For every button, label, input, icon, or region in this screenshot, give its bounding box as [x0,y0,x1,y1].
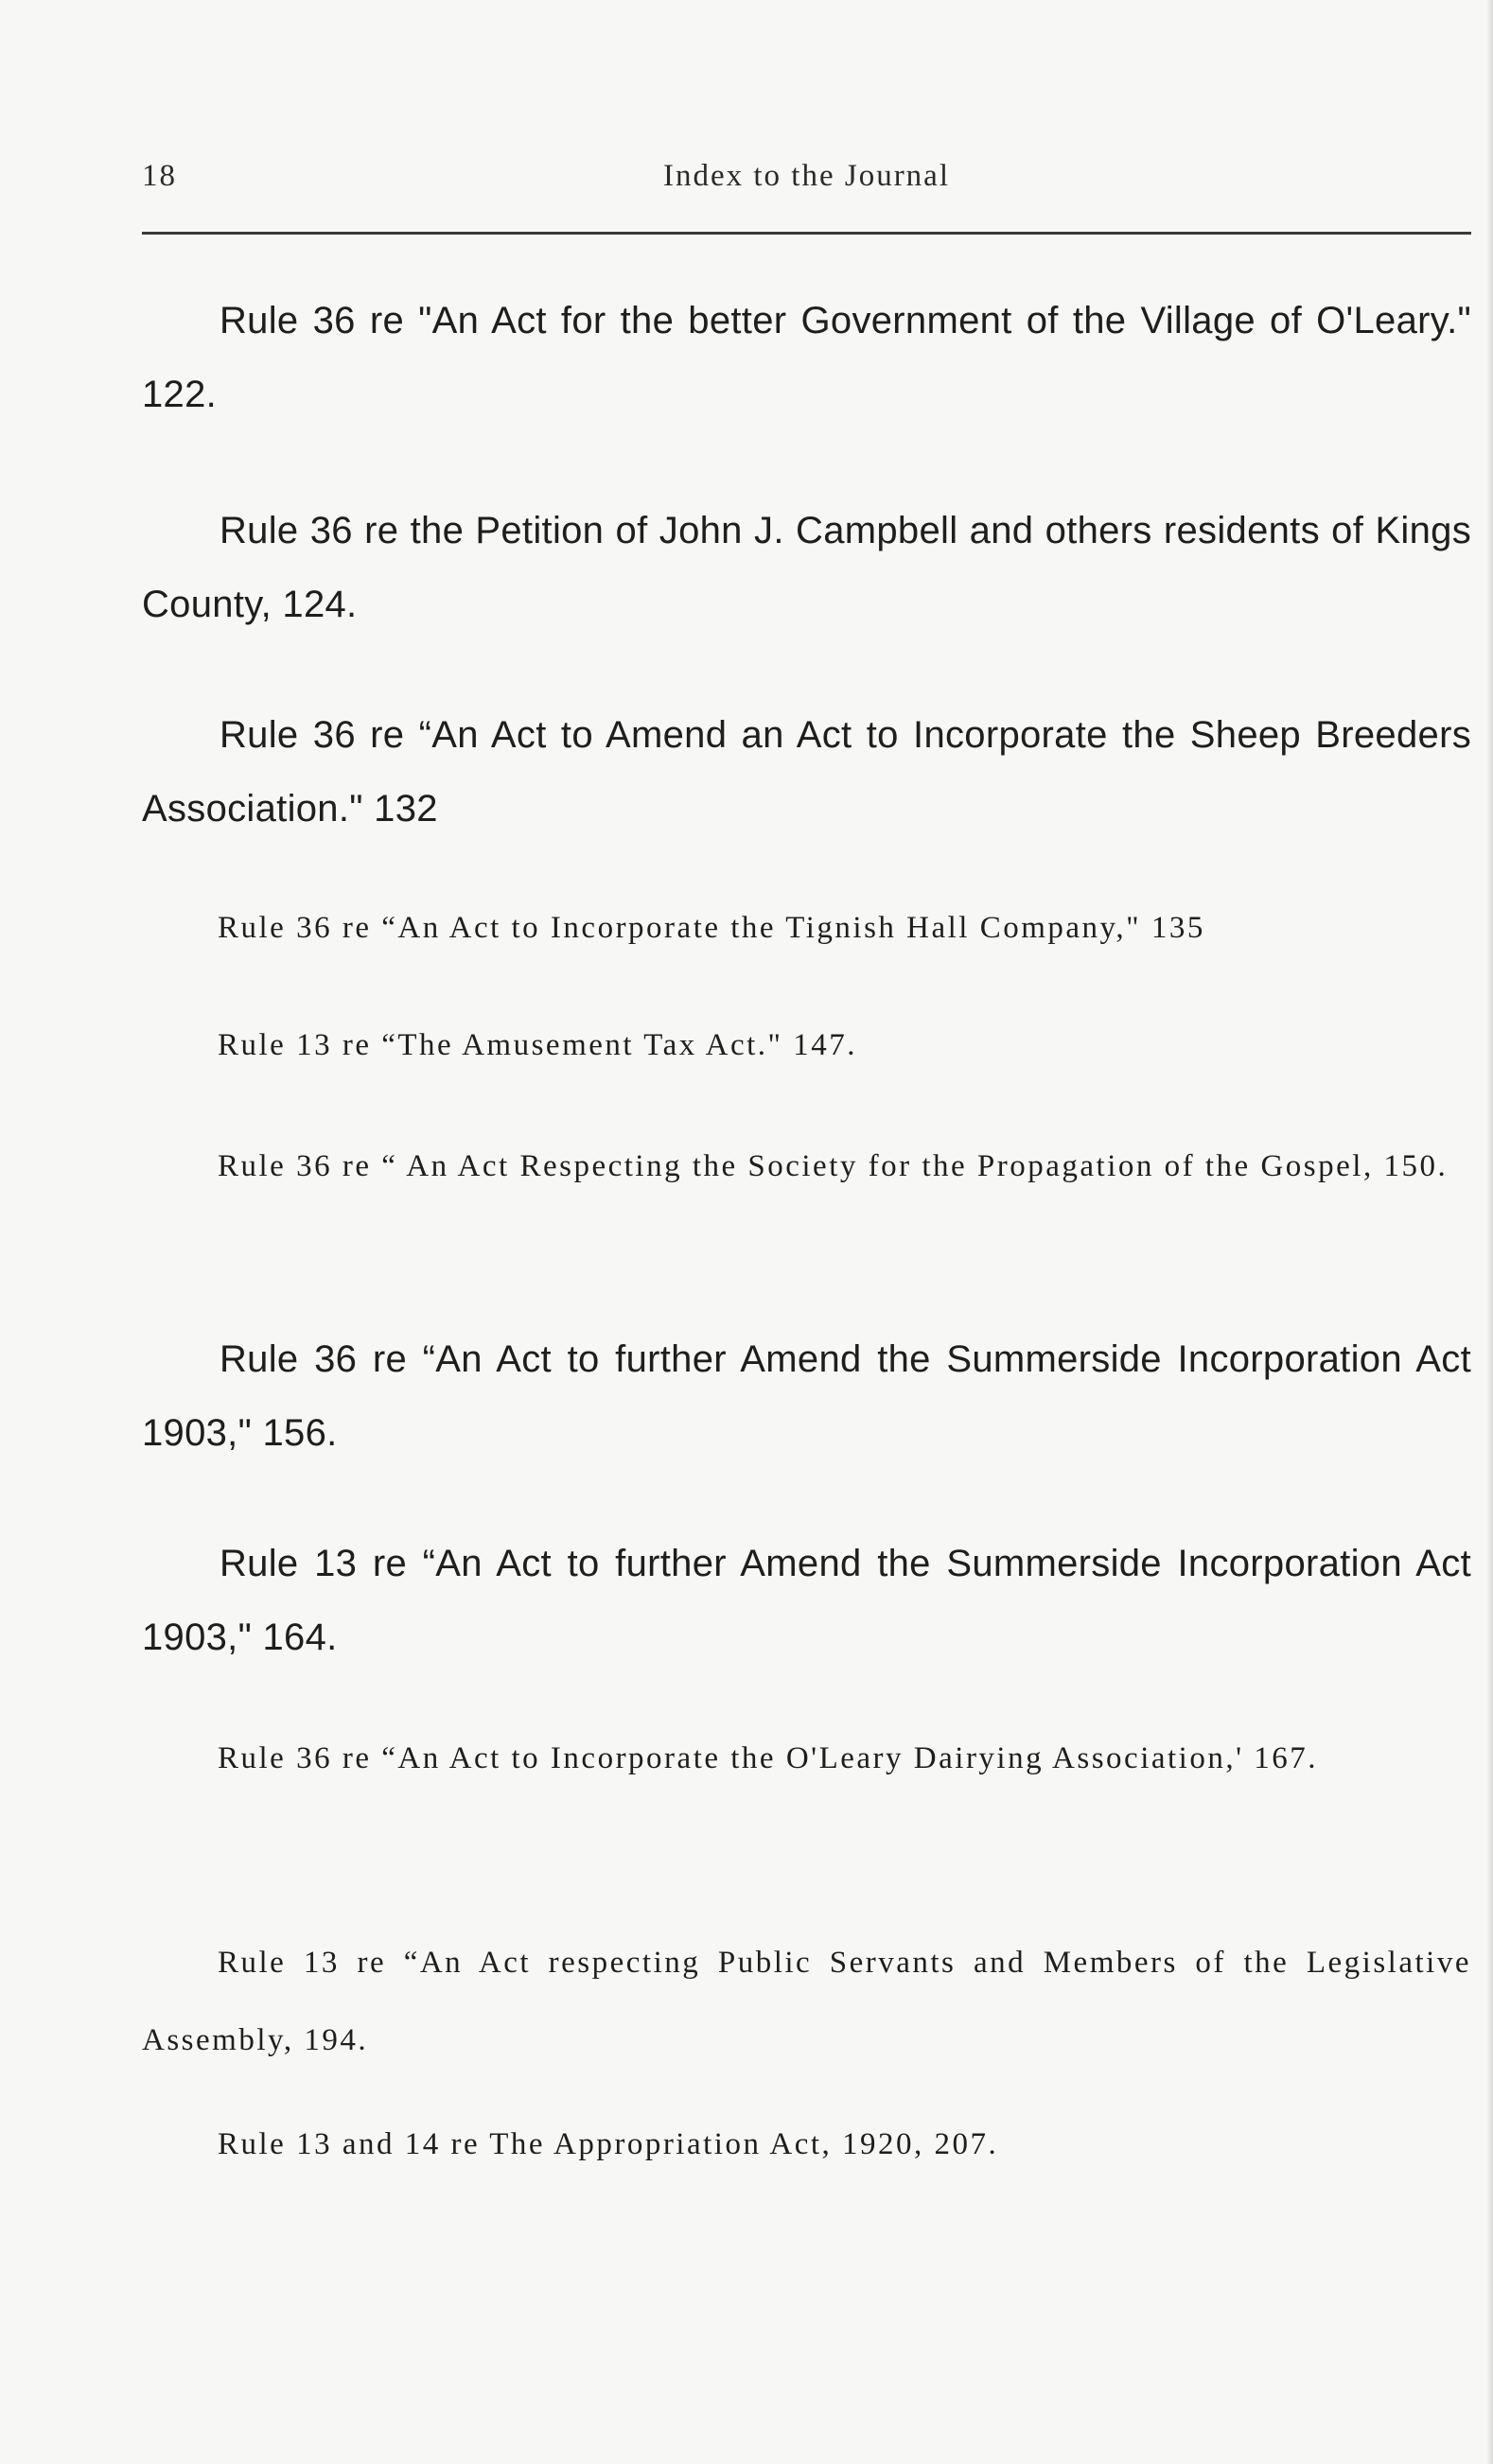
index-entry: Rule 13 re “An Act to further Amend the Summerside Incorporation Act 1903," 164. [142,1543,1471,1658]
index-entry: Rule 36 re “An Act to Incorporate the Tignish Hall Company," 135 [218,911,1205,945]
index-entry: Rule 36 re “An Act to Incorporate the O'Leary Dairying Association,' 167. [218,1741,1319,1775]
index-entry: Rule 13 and 14 re The Appropriation Act, 1920, 207. [218,2127,999,2161]
page-header [142,159,1471,206]
running-head-title: Index to the Journal [662,159,951,193]
index-entry: Rule 13 re “An Act respecting Public Servants and Members of the Legislative Assembly, 194. [142,1946,1471,2057]
index-entry: Rule 36 re “An Act to Amend an Act to Incorporate the Sheep Breeders Association." 132 [142,714,1471,830]
index-entry: Rule 36 re the Petition of John J. Campbell and others residents of Kings County, 124. [142,510,1471,625]
index-entry: Rule 36 re “An Act to further Amend the Summerside Incorporation Act 1903," 156. [142,1338,1471,1454]
page-number: 18 [142,159,177,193]
index-entry: Rule 13 re “The Amusement Tax Act." 147. [218,1028,858,1062]
index-entry: Rule 36 re "An Act for the better Government of the Village of O'Leary." 122. [142,300,1471,415]
index-entry: Rule 36 re “ An Act Respecting the Society for the Propagation of the Gospel, 150. [218,1149,1449,1183]
scan-edge-shadow [1487,0,1493,2464]
header-divider [142,232,1471,235]
